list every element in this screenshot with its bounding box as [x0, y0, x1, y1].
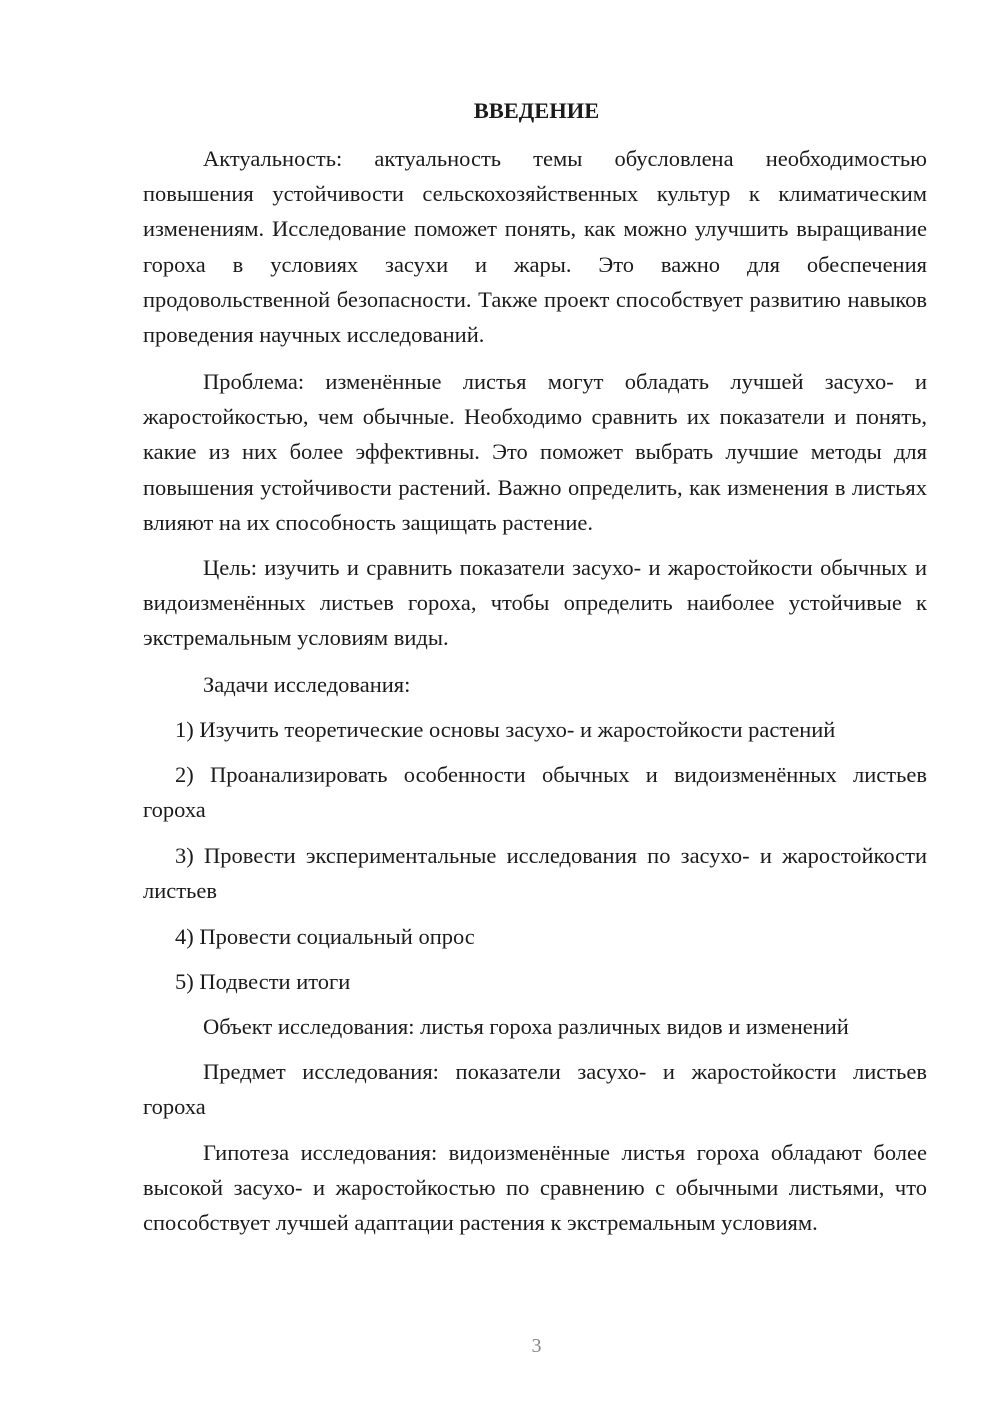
paragraph-subject: Предмет исследования: показатели засухо- и жаростойкости листьев гороха — [143, 1059, 927, 1120]
paragraph-goal: Цель: изучить и сравнить показатели засухо- и жаростойкости обычных и видоизменённых листьев гороха, чтобы определить наиболее устойчивые к экстремальным условиям виды. — [143, 555, 927, 651]
paragraph-relevance: Актуальность: актуальность темы обусловлена необходимостью повышения устойчивости сельскохозяйственных культур к климатическим изменениям. Исследование поможет понять, как можно улучшить выращивание гороха в условиях засухи и жары. Это важно для обеспечения продовольственной безопасности. Также проект способствует развитию навыков проведения научных исследований. — [143, 146, 927, 348]
paragraph-problem: Проблема: изменённые листья могут обладать лучшей засухо- и жаростойкостью, чем обычные. Необходимо сравнить их показатели и понять, какие из них более эффективны. Это поможет выбрать лучшие методы для повышения устойчивости растений. Важно определить, как изменения в листьях влияют на их способность защищать растение. — [143, 369, 927, 535]
task-item-3: 3) Провести экспериментальные исследования по засухо- и жаростойкости листьев — [143, 843, 927, 904]
page-title: ВВЕДЕНИЕ — [473, 98, 600, 123]
task-item-2: 2) Проанализировать особенности обычных и видоизменённых листьев гороха — [143, 762, 927, 823]
task-item-5: 5) Подвести итоги — [175, 969, 351, 994]
paragraph-object: Объект исследования: листья гороха различных видов и изменений — [203, 1014, 849, 1039]
page-number: 3 — [531, 1335, 542, 1357]
paragraph-hypothesis: Гипотеза исследования: видоизменённые листья гороха обладают более высокой засухо- и жаростойкостью по сравнению с обычными листьями, что способствует лучшей адаптации растения к экстремальным условиям. — [143, 1140, 927, 1236]
task-item-1: 1) Изучить теоретические основы засухо- и жаростойкости растений — [175, 717, 836, 742]
tasks-heading: Задачи исследования: — [203, 672, 411, 697]
task-item-4: 4) Провести социальный опрос — [175, 924, 475, 949]
